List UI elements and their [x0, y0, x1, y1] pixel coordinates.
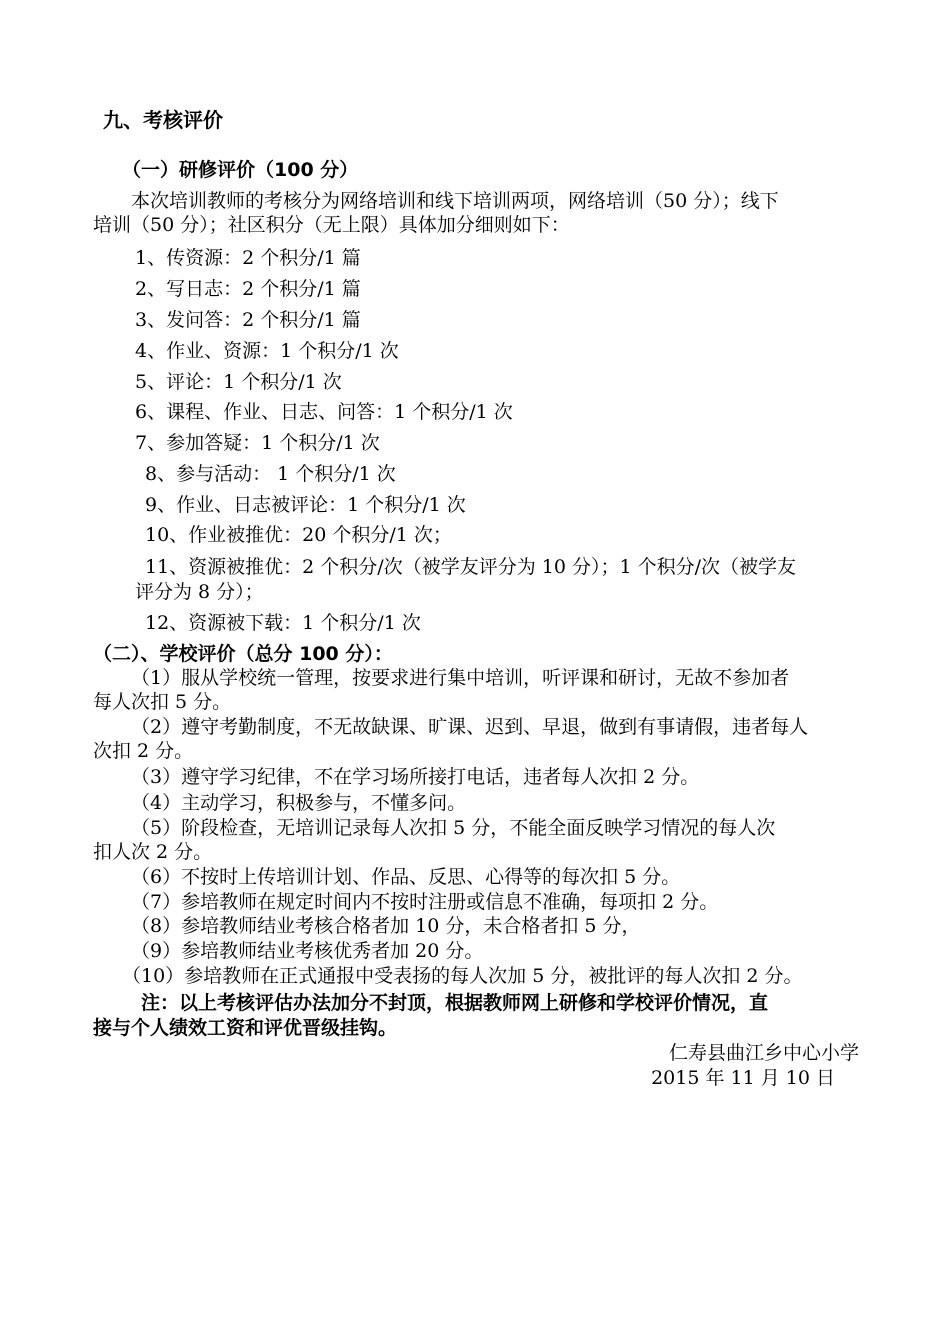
list-item: 5、评论：1 个积分/1 次: [135, 371, 342, 393]
list-item: 12、资源被下载：1 个积分/1 次: [145, 612, 421, 634]
list-item: 评分为 8 分）；: [135, 581, 264, 603]
list-item: 3、发问答：2 个积分/1 篇: [135, 309, 361, 331]
list-item: 10、作业被推优：20 个积分/1 次；: [145, 524, 452, 546]
list-item: 7、参加答疑：1 个积分/1 次: [135, 432, 380, 454]
list-item: 8、参与活动： 1 个积分/1 次: [145, 463, 396, 485]
rule-line: （6）不按时上传培训计划、作品、反思、心得等的每次扣 5 分。: [131, 866, 681, 888]
list-item: 1、传资源：2 个积分/1 篇: [135, 247, 361, 269]
note-line: 接与个人绩效工资和评优晋级挂钩。: [93, 1017, 398, 1039]
subsection-title-2: （二）、学校评价（总分 100 分）：: [93, 643, 393, 665]
note-line: 注：以上考核评估办法加分不封顶，根据教师网上研修和学校评价情况，直: [141, 992, 769, 1014]
section-heading: 九、考核评价: [103, 108, 223, 132]
list-item: 6、课程、作业、日志、问答：1 个积分/1 次: [135, 401, 513, 423]
rule-line: （8）参培教师结业考核合格者加 10 分，未合格者扣 5 分，: [131, 915, 641, 937]
rule-line: 扣人次 2 分。: [93, 841, 213, 863]
rule-line: （4）主动学习，积极参与，不懂多问。: [131, 792, 467, 814]
rule-line: （3）遵守学习纪律，不在学习场所接打电话，违者每人次扣 2 分。: [131, 766, 700, 788]
signature-org: 仁寿县曲江乡中心小学: [668, 1042, 859, 1064]
rule-line: （1）服从学校统一管理，按要求进行集中培训，听评课和研讨，无故不参加者: [131, 667, 790, 689]
signature-date: 2015 年 11 月 10 日: [651, 1067, 835, 1089]
intro-line: 本次培训教师的考核分为网络培训和线下培训两项，网络培训（50 分）；线下: [131, 190, 779, 212]
rule-line: （5）阶段检查，无培训记录每人次扣 5 分，不能全面反映学习情况的每人次: [131, 817, 776, 839]
rule-line: （9）参培教师结业考核优秀者加 20 分。: [131, 940, 484, 962]
rule-line: （10）参培教师在正式通报中受表扬的每人次加 5 分，被批评的每人次扣 2 分。: [122, 965, 803, 987]
list-item: 9、作业、日志被评论：1 个积分/1 次: [145, 494, 466, 516]
rule-line: 每人次扣 5 分。: [93, 691, 232, 713]
rule-line: 次扣 2 分。: [93, 740, 194, 762]
list-item: 11、资源被推优：2 个积分/次（被学友评分为 10 分）；1 个积分/次（被学友: [145, 556, 796, 578]
list-item: 2、写日志：2 个积分/1 篇: [135, 278, 361, 300]
subsection-title-1: （一）研修评价（100 分）: [122, 159, 359, 181]
intro-line: 培训（50 分）；社区积分（无上限）具体加分细则如下：: [93, 214, 570, 236]
rule-line: （2）遵守考勤制度，不无故缺课、旷课、迟到、早退，做到有事请假，违者每人: [131, 716, 809, 738]
rule-line: （7）参培教师在规定时间内不按时注册或信息不准确，每项扣 2 分。: [131, 891, 719, 913]
list-item: 4、作业、资源：1 个积分/1 次: [135, 340, 399, 362]
